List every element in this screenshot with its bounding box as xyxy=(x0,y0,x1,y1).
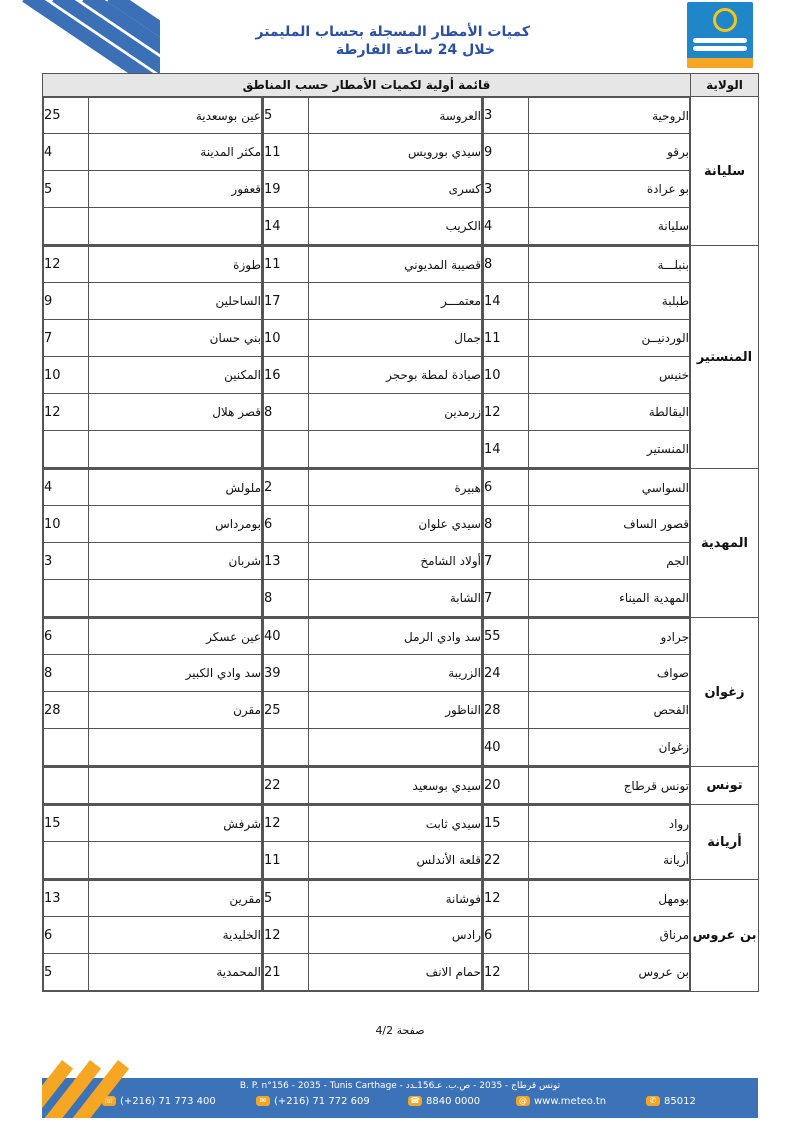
station-name: المكنين xyxy=(89,357,262,394)
station-row xyxy=(484,98,690,134)
governorate-row xyxy=(43,246,759,469)
rainfall-value: 5 xyxy=(264,881,309,917)
station-name xyxy=(309,431,482,468)
rainfall-value: 7 xyxy=(484,543,529,580)
station-column xyxy=(263,880,483,992)
station-name: الشابة xyxy=(309,580,482,617)
fax-icon: ✉ xyxy=(256,1096,270,1106)
station-name: سد وادي الرمل xyxy=(309,619,482,655)
phone-icon: ☏ xyxy=(103,1096,114,1105)
header-areas: قائمة أولية لكميات الأمطار حسب المناطق xyxy=(43,74,691,97)
footer-phone2: ✉ (+216) 71 772 609 xyxy=(256,1096,370,1107)
rainfall-value: 55 xyxy=(484,619,529,655)
station-name xyxy=(309,729,482,766)
station-name: بن عروس xyxy=(529,954,690,991)
station-row xyxy=(264,954,482,991)
header-governorate: الولاية xyxy=(691,74,759,97)
station-row xyxy=(44,917,262,954)
station-column xyxy=(43,805,263,880)
footer-sms: ✆ 85012 xyxy=(646,1096,696,1107)
rainfall-value: 12 xyxy=(484,881,529,917)
station-row xyxy=(484,320,690,357)
station-name: صيادة لمطة بوحجر xyxy=(309,357,482,394)
rainfall-value: 14 xyxy=(484,283,529,320)
station-column xyxy=(483,469,691,618)
station-name xyxy=(89,768,262,804)
station-name: عين عسكر xyxy=(89,619,262,655)
station-name: رواد xyxy=(529,806,690,842)
station-name: سد وادي الكبير xyxy=(89,655,262,692)
station-row xyxy=(44,357,262,394)
rainfall-value: 11 xyxy=(264,842,309,879)
station-column xyxy=(263,805,483,880)
station-row xyxy=(44,431,262,468)
station-name: شربان xyxy=(89,543,262,580)
rainfall-value: 20 xyxy=(484,768,529,804)
station-name: الكريب xyxy=(309,208,482,245)
rainfall-value: 9 xyxy=(44,283,89,320)
rainfall-value: 4 xyxy=(44,470,89,506)
governorate-name: تونس xyxy=(691,767,759,805)
station-row xyxy=(484,806,690,842)
station-name: مقرن xyxy=(89,692,262,729)
station-name: طوزة xyxy=(89,247,262,283)
station-row xyxy=(484,134,690,171)
rainfall-value: 10 xyxy=(484,357,529,394)
rainfall-value: 2 xyxy=(264,470,309,506)
station-column xyxy=(43,469,263,618)
station-column xyxy=(483,246,691,469)
governorate-name: المهدية xyxy=(691,469,759,618)
station-name: أريانة xyxy=(529,842,690,879)
governorate-name: بن عروس xyxy=(691,880,759,992)
station-column xyxy=(263,618,483,767)
rainfall-value: 6 xyxy=(44,619,89,655)
station-name: أولاد الشامخ xyxy=(309,543,482,580)
rainfall-value: 40 xyxy=(484,729,529,766)
station-name xyxy=(89,431,262,468)
rainfall-value: 22 xyxy=(484,842,529,879)
rainfall-value: 3 xyxy=(484,98,529,134)
station-row xyxy=(484,729,690,766)
rainfall-value: 11 xyxy=(264,134,309,171)
rainfall-value: 6 xyxy=(44,917,89,954)
station-row xyxy=(264,394,482,431)
rainfall-value: 6 xyxy=(484,917,529,954)
station-row xyxy=(484,283,690,320)
station-row xyxy=(44,283,262,320)
station-row xyxy=(484,655,690,692)
station-name: المهدية الميناء xyxy=(529,580,690,617)
sun-icon xyxy=(713,8,737,32)
rainfall-value: 6 xyxy=(264,506,309,543)
rainfall-value: 13 xyxy=(264,543,309,580)
governorate-row xyxy=(43,880,759,992)
station-name: المنستير xyxy=(529,431,690,468)
station-row xyxy=(44,619,262,655)
station-row xyxy=(264,431,482,468)
rainfall-value: 8 xyxy=(484,506,529,543)
station-name: جرادو xyxy=(529,619,690,655)
station-row xyxy=(264,806,482,842)
station-row xyxy=(484,954,690,991)
station-name: ملولش xyxy=(89,470,262,506)
station-column xyxy=(263,246,483,469)
rainfall-value: 13 xyxy=(44,881,89,917)
station-name: كسرى xyxy=(309,171,482,208)
rainfall-value: 8 xyxy=(264,394,309,431)
station-row xyxy=(484,692,690,729)
rainfall-value: 5 xyxy=(44,954,89,991)
station-row xyxy=(44,768,262,804)
station-row xyxy=(484,881,690,917)
station-row xyxy=(264,247,482,283)
rainfall-value: 4 xyxy=(44,134,89,171)
station-row xyxy=(264,580,482,617)
station-row xyxy=(44,320,262,357)
station-row xyxy=(264,881,482,917)
station-name: معتمـــر xyxy=(309,283,482,320)
station-name: بومرداس xyxy=(89,506,262,543)
rainfall-value: 6 xyxy=(484,470,529,506)
rainfall-value: 10 xyxy=(44,357,89,394)
station-row xyxy=(264,208,482,245)
rainfall-value xyxy=(44,431,89,468)
station-row xyxy=(484,619,690,655)
station-name: سليانة xyxy=(529,208,690,245)
station-row xyxy=(484,842,690,879)
station-column xyxy=(483,805,691,880)
station-name: الفحص xyxy=(529,692,690,729)
station-name xyxy=(89,580,262,617)
station-row xyxy=(44,881,262,917)
station-row xyxy=(264,134,482,171)
station-row xyxy=(44,692,262,729)
rainfall-value: 12 xyxy=(44,394,89,431)
station-row xyxy=(44,842,262,879)
station-row xyxy=(44,806,262,842)
station-row xyxy=(484,768,690,804)
station-row xyxy=(484,543,690,580)
station-row xyxy=(44,729,262,766)
station-name: سيدي بوسعيد xyxy=(309,768,482,804)
station-name xyxy=(89,208,262,245)
station-row xyxy=(484,506,690,543)
station-column xyxy=(483,97,691,246)
rainfall-value xyxy=(44,729,89,766)
station-name: خنيس xyxy=(529,357,690,394)
station-row xyxy=(44,394,262,431)
station-row xyxy=(264,655,482,692)
station-name xyxy=(89,729,262,766)
station-row xyxy=(484,171,690,208)
rainfall-value: 22 xyxy=(264,768,309,804)
station-column xyxy=(43,880,263,992)
rainfall-value: 8 xyxy=(484,247,529,283)
governorate-name: أريانة xyxy=(691,805,759,880)
station-name: زغوان xyxy=(529,729,690,766)
header-stripes xyxy=(0,0,160,80)
page-number: صفحة 4/2 xyxy=(375,1024,425,1037)
rainfall-value: 10 xyxy=(264,320,309,357)
footer-address: B. P. n°156 - 2035 - Tunis Carthage - تونس قرطاج - 2035 - ص.ب. عـ156ـدد xyxy=(239,1081,561,1091)
footer-website[interactable]: @ www.meteo.tn xyxy=(516,1096,606,1107)
rainfall-value: 5 xyxy=(44,171,89,208)
rainfall-value: 12 xyxy=(44,247,89,283)
station-column xyxy=(43,97,263,246)
station-row xyxy=(264,171,482,208)
station-row xyxy=(44,171,262,208)
rainfall-value: 7 xyxy=(484,580,529,617)
station-row xyxy=(264,357,482,394)
station-name: الوردنيــن xyxy=(529,320,690,357)
station-name: طبلبة xyxy=(529,283,690,320)
station-name: زرمدين xyxy=(309,394,482,431)
station-name: سيدي علوان xyxy=(309,506,482,543)
station-column xyxy=(483,767,691,805)
rainfall-value: 7 xyxy=(44,320,89,357)
footer-bar xyxy=(42,1060,758,1118)
rainfall-value xyxy=(264,729,309,766)
station-name: هبيرة xyxy=(309,470,482,506)
station-row xyxy=(44,470,262,506)
station-name: برقو xyxy=(529,134,690,171)
station-column xyxy=(263,469,483,618)
rainfall-value: 8 xyxy=(44,655,89,692)
station-row xyxy=(44,134,262,171)
station-name: قصر هلال xyxy=(89,394,262,431)
station-row xyxy=(264,320,482,357)
station-column xyxy=(483,880,691,992)
station-row xyxy=(264,842,482,879)
station-name: تونس قرطاج xyxy=(529,768,690,804)
station-name: بنبلـــة xyxy=(529,247,690,283)
station-name xyxy=(89,842,262,879)
station-name: الروحية xyxy=(529,98,690,134)
rainfall-table xyxy=(42,73,759,992)
rainfall-value: 15 xyxy=(44,806,89,842)
station-column xyxy=(43,618,263,767)
rainfall-value: 17 xyxy=(264,283,309,320)
rainfall-value: 8 xyxy=(264,580,309,617)
station-column xyxy=(263,97,483,246)
rainfall-value: 3 xyxy=(44,543,89,580)
station-name: البقالطة xyxy=(529,394,690,431)
station-name: جمال xyxy=(309,320,482,357)
station-name: حمام الانف xyxy=(309,954,482,991)
station-row xyxy=(264,768,482,804)
rainfall-value: 9 xyxy=(484,134,529,171)
rainfall-value: 25 xyxy=(264,692,309,729)
station-row xyxy=(44,543,262,580)
rainfall-value: 11 xyxy=(264,247,309,283)
green-line-icon: ☎ xyxy=(408,1096,422,1106)
page-subtitle: خلال 24 ساعة الفارطة xyxy=(335,42,495,58)
governorate-name: المنستير xyxy=(691,246,759,469)
station-name: بو عرادة xyxy=(529,171,690,208)
station-name: الجم xyxy=(529,543,690,580)
station-column xyxy=(263,767,483,805)
governorate-row xyxy=(43,767,759,805)
station-row xyxy=(264,506,482,543)
governorate-name: زغوان xyxy=(691,618,759,767)
rainfall-value: 11 xyxy=(484,320,529,357)
station-column xyxy=(43,767,263,805)
rainfall-value: 21 xyxy=(264,954,309,991)
rainfall-value: 24 xyxy=(484,655,529,692)
rainfall-value xyxy=(44,842,89,879)
web-icon: @ xyxy=(516,1096,530,1106)
station-row xyxy=(44,655,262,692)
station-name: الزريبة xyxy=(309,655,482,692)
governorate-name: سليانة xyxy=(691,97,759,246)
station-row xyxy=(484,208,690,245)
rainfall-value: 14 xyxy=(484,431,529,468)
station-row xyxy=(484,247,690,283)
station-name: رادس xyxy=(309,917,482,954)
rainfall-value xyxy=(44,580,89,617)
station-name: سيدي بورويس xyxy=(309,134,482,171)
station-row xyxy=(44,247,262,283)
station-row xyxy=(484,580,690,617)
station-name: فوشانة xyxy=(309,881,482,917)
station-name: عين بوسعدية xyxy=(89,98,262,134)
station-row xyxy=(264,283,482,320)
station-name: مكثر المدينة xyxy=(89,134,262,171)
station-row xyxy=(264,543,482,580)
station-row xyxy=(264,729,482,766)
rainfall-value: 12 xyxy=(484,954,529,991)
station-name: مقرين xyxy=(89,881,262,917)
station-row xyxy=(264,98,482,134)
rainfall-value: 15 xyxy=(484,806,529,842)
rainfall-value: 19 xyxy=(264,171,309,208)
governorate-row xyxy=(43,97,759,246)
rainfall-value: 39 xyxy=(264,655,309,692)
station-name: بني حسان xyxy=(89,320,262,357)
station-name: شرفش xyxy=(89,806,262,842)
rainfall-value: 12 xyxy=(264,917,309,954)
rainfall-value: 28 xyxy=(484,692,529,729)
station-name: السواسي xyxy=(529,470,690,506)
station-row xyxy=(44,208,262,245)
governorate-row xyxy=(43,805,759,880)
rainfall-value: 4 xyxy=(484,208,529,245)
station-row xyxy=(484,917,690,954)
station-name: مرناق xyxy=(529,917,690,954)
station-name: الناظور xyxy=(309,692,482,729)
rainfall-value: 12 xyxy=(264,806,309,842)
rainfall-value xyxy=(44,768,89,804)
page-title: كميات الأمطار المسجلة بحساب المليمتر xyxy=(255,24,530,40)
rainfall-value: 12 xyxy=(484,394,529,431)
sms-icon: ✆ xyxy=(646,1096,660,1106)
station-row xyxy=(44,580,262,617)
station-name: صواف xyxy=(529,655,690,692)
station-name: قلعة الأندلس xyxy=(309,842,482,879)
station-name: الساحلين xyxy=(89,283,262,320)
rainfall-value: 5 xyxy=(264,98,309,134)
station-row xyxy=(264,917,482,954)
rainfall-value xyxy=(264,431,309,468)
rainfall-value xyxy=(44,208,89,245)
rainfall-value: 40 xyxy=(264,619,309,655)
station-name: قصيبة المديوني xyxy=(309,247,482,283)
rainfall-value: 28 xyxy=(44,692,89,729)
station-name: قصور الساف xyxy=(529,506,690,543)
station-column xyxy=(483,618,691,767)
rainfall-value: 16 xyxy=(264,357,309,394)
station-name: الخليدية xyxy=(89,917,262,954)
station-row xyxy=(484,394,690,431)
rainfall-value: 3 xyxy=(484,171,529,208)
station-row xyxy=(484,431,690,468)
footer-green-number: ☎ 8840 0000 xyxy=(408,1096,480,1107)
station-name: المحمدية xyxy=(89,954,262,991)
station-name: قعفور xyxy=(89,171,262,208)
footer-phone1: ☏ (+216) 71 773 400 xyxy=(103,1096,216,1107)
station-row xyxy=(264,619,482,655)
rainfall-value: 10 xyxy=(44,506,89,543)
station-name: بومهل xyxy=(529,881,690,917)
station-row xyxy=(44,954,262,991)
station-row xyxy=(264,470,482,506)
station-row xyxy=(44,98,262,134)
rainfall-value: 25 xyxy=(44,98,89,134)
governorate-row xyxy=(43,469,759,618)
station-row xyxy=(44,506,262,543)
governorate-row xyxy=(43,618,759,767)
station-row xyxy=(484,470,690,506)
institute-logo xyxy=(687,2,753,68)
station-name: العروسة xyxy=(309,98,482,134)
station-column xyxy=(43,246,263,469)
rainfall-value: 14 xyxy=(264,208,309,245)
station-row xyxy=(484,357,690,394)
station-name: سيدي ثابت xyxy=(309,806,482,842)
station-row xyxy=(264,692,482,729)
